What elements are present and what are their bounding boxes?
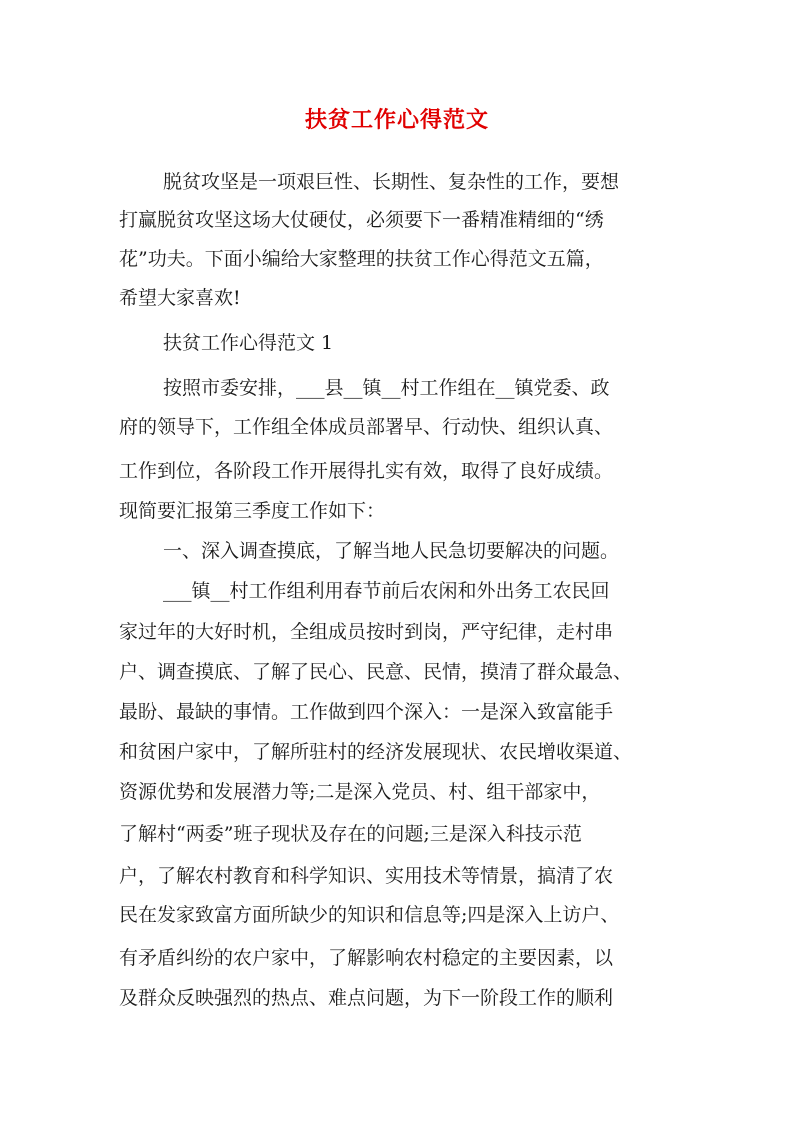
section-heading: 扶贫工作心得范文 1 [163,332,334,354]
paragraph-line: 工作到位，各阶段工作开展得扎实有效，取得了良好成绩。 [119,460,614,482]
paragraph-line: 打赢脱贫攻坚这场大仗硬仗，必须要下一番精准精细的“绣 [119,209,604,231]
paragraph-line: 及群众反映强烈的热点、难点问题，为下一阶段工作的顺利 [119,987,614,1009]
paragraph-line: 家过年的大好时机，全组成员按时到岗，严守纪律，走村串 [119,621,614,643]
paragraph-line: 户，了解农村教育和科学知识、实用技术等情景，搞清了农 [119,865,614,887]
paragraph-line: ___镇__村工作组利用春节前后农闲和外出务工农民回 [163,580,610,602]
paragraph-line: 有矛盾纠纷的农户家中，了解影响农村稳定的主要因素，以 [119,947,614,969]
paragraph-line: 按照市委安排，___县__镇__村工作组在__镇党委、政 [163,377,610,399]
paragraph-line: 户、调查摸底、了解了民心、民意、民情，摸清了群众最急、 [119,661,633,683]
subheading-line: 一、深入调查摸底，了解当地人民急切要解决的问题。 [163,540,620,562]
paragraph-line: 现简要汇报第三季度工作如下： [119,500,386,522]
paragraph-line: 了解村“两委”班子现状及存在的问题;三是深入科技示范 [119,823,582,845]
paragraph-line: 花”功夫。下面小编给大家整理的扶贫工作心得范文五篇， [119,248,604,270]
paragraph-line: 府的领导下，工作组全体成员部署早、行动快、组织认真、 [119,416,614,438]
paragraph-line: 希望大家喜欢! [119,287,241,309]
document-title: 扶贫工作心得范文 [304,107,489,133]
paragraph-line: 脱贫攻坚是一项艰巨性、长期性、复杂性的工作，要想 [163,171,620,193]
paragraph-line: 和贫困户家中，了解所驻村的经济发展现状、农民增收渠道、 [119,741,633,763]
paragraph-line: 最盼、最缺的事情。工作做到四个深入：一是深入致富能手 [119,701,614,723]
paragraph-line: 资源优势和发展潜力等;二是深入党员、村、组干部家中， [119,781,601,803]
paragraph-line: 民在发家致富方面所缺少的知识和信息等;四是深入上访户、 [119,904,620,926]
